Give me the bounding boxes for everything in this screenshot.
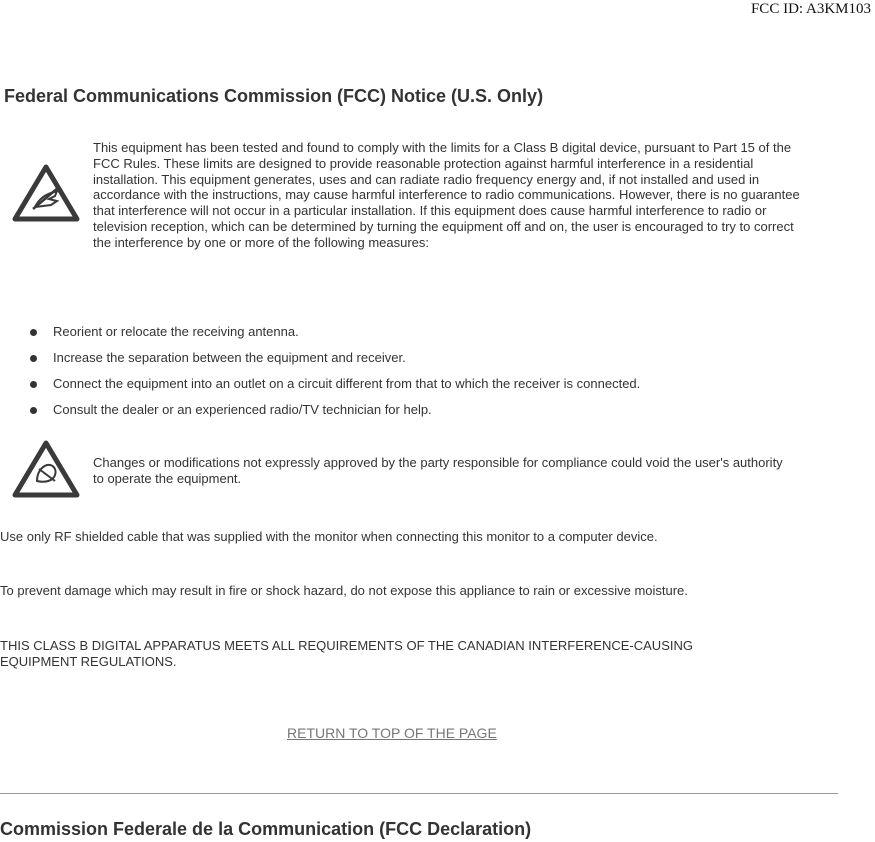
list-item: Increase the separation between the equipment and receiver. (30, 349, 640, 375)
intro-paragraph: This equipment has been tested and found to comply with the limits for a Class B digital device, pursuant to Part 15 of the FCC Rules. These limits are designed to provide reasonable protection against harmful interference in a residential installation. This equipment generates, uses and can radiate radio frequency energy and, if not installed and used in accordance with the instructions, may cause harmful interference to radio communications. However, there is no guarantee that interference will not occur in a particular installation. If this equipment does cause harmful interference to radio or television reception, which can be determined by turning the equipment off and on, the user is encouraged to try to correct the interference by one or more of the following measures: (93, 140, 800, 250)
measures-list (30, 323, 640, 427)
list-item: Consult the dealer or an experienced radio/TV technician for help. (30, 401, 640, 427)
section-title: Commission Federale de la Communication (FCC Declaration) (0, 819, 532, 839)
damage-note: To prevent damage which may result in fire or shock hazard, do not expose this appliance to rain or excessive moisture. (0, 583, 688, 598)
canadian-statement: THIS CLASS B DIGITAL APPARATUS MEETS ALL REQUIREMENTS OF THE CANADIAN INTERFERENCE-CAUSING EQUIPMENT REGULATIONS. (0, 638, 693, 669)
list-item: Reorient or relocate the receiving antenna. (30, 323, 640, 349)
list-item: Connect the equipment into an outlet on a circuit different from that to which the receiver is connected. (30, 375, 640, 401)
fcc-id-label: FCC ID: A3KM103 (750, 1, 871, 17)
hand-warning-icon (11, 439, 81, 499)
section-divider (0, 793, 838, 794)
hand-warning-icon (11, 163, 81, 223)
changes-warning: Changes or modifications not expressly approved by the party responsible for compliance could void the user's authority to operate the equipment. (93, 455, 783, 486)
page-title: Federal Communications Commission (FCC) Notice (U.S. Only) (4, 86, 544, 106)
return-to-top-link[interactable]: RETURN TO TOP OF THE PAGE (287, 725, 497, 741)
cable-note: Use only RF shielded cable that was supplied with the monitor when connecting this monitor to a computer device. (0, 529, 658, 544)
